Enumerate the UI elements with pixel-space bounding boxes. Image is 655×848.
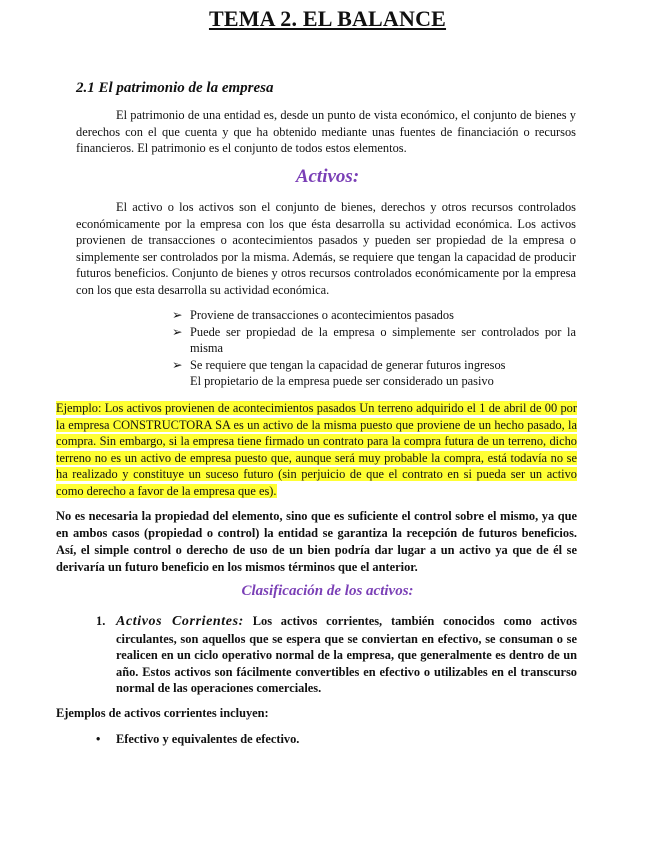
section-heading: 2.1 El patrimonio de la empresa <box>76 80 274 96</box>
arrow-bullet-icon: ➢ <box>172 324 183 339</box>
intro-paragraph <box>76 107 576 157</box>
activos-paragraph-text: El activo o los activos son el conjunto de bienes, derechos y otros recursos controlados económicamente por la empresa con los que ésta desarrolla su actividad económica. Los activos provienen de transacciones o acontecimientos pasados y pueden ser propiedad de la empresa o simplemente ser controlados por la misma. Además, se requiere que tengan la capacidad de producir futuros beneficios. Conjunto de bienes y otros recursos controlados económicamente por la empresa con los que esta desarrolla su actividad económica. <box>76 200 576 297</box>
examples-label: Ejemplos de activos corrientes incluyen: <box>56 706 269 720</box>
bullet-item <box>172 373 576 390</box>
item-text: Los activos corrientes, también conocidos como activos circulantes, son aquellos que se espera que se conviertan en efectivo, se consuman o se realicen en un ciclo operativo normal de la empresa, que generalmente es dentro de un año. Estos activos son fácilmente convertibles en efectivo o utilizables en el transcurso normal de las operaciones comerciales. <box>116 614 578 695</box>
document-title: TEMA 2. EL BALANCE <box>208 6 447 31</box>
bullet-text: Proviene de transacciones o acontecimientos pasados <box>190 308 454 322</box>
activos-paragraph <box>76 199 576 298</box>
bullet-item <box>172 324 576 357</box>
intro-paragraph-text: El patrimonio de una entidad es, desde un punto de vista económico, el conjunto de bienes y derechos con el que cuenta y que ha obtenido mediante unas fuentes de financiación o recursos financieros. El patrimonio es el conjunto de todos estos elementos. <box>76 108 576 155</box>
arrow-bullet-icon: ➢ <box>172 308 183 322</box>
bullet-item <box>172 357 576 374</box>
example-item-text: Efectivo y equivalentes de efectivo. <box>116 732 300 746</box>
highlighted-example-text: Ejemplo: Los activos provienen de acontecimientos pasados Un terreno adquirido el 1 de abril de 00 por la empresa CONSTRUCTORA SA es un activo de la misma puesto que proviene de un hecho pasado, la compra. Sin embargo, si la empresa tiene firmado un contrato para la compra futura de un terreno, dicho terreno no es un activo de empresa puesto que, aunque será muy probable la compra, está todavía no se ha realizado y constituye un suceso futuro (sin perjuicio de que el contrato en si pueda ser un activo como derecho a favor de la empresa que es). <box>56 401 577 498</box>
example-item <box>96 732 299 747</box>
activos-bullet-list <box>172 307 576 390</box>
item-body <box>116 613 577 697</box>
bullet-text: El propietario de la empresa puede ser considerado un pasivo <box>190 374 494 388</box>
item-number: 1. <box>96 614 106 628</box>
arrow-bullet-icon: ➢ <box>172 357 183 372</box>
activos-heading: Activos: <box>295 166 360 187</box>
bullet-text: Puede ser propiedad de la empresa o simplemente ser controlados por la misma <box>190 324 576 355</box>
numbered-item <box>96 613 577 697</box>
bullet-item <box>172 307 576 324</box>
highlighted-example <box>56 400 577 499</box>
bullet-spacer <box>172 373 190 390</box>
item-term: Activos Corrientes: <box>116 614 244 629</box>
bullet-text: Se requiere que tengan la capacidad de generar futuros ingresos <box>190 357 506 372</box>
dot-bullet-icon: • <box>96 732 101 746</box>
clasificacion-heading: Clasificación de los activos: <box>241 583 414 599</box>
bold-paragraph: No es necesaria la propiedad del elemento, sino que es suficiente el control sobre el mismo, ya que en ambos casos (propiedad o control) la entidad se garantiza la recepción de futuros beneficios. Así, el simple control o derecho de uso de un bien podría dar lugar a un activo ya que de él se derivaría un futuro beneficio en los mismos términos que el anterior. <box>56 509 577 574</box>
